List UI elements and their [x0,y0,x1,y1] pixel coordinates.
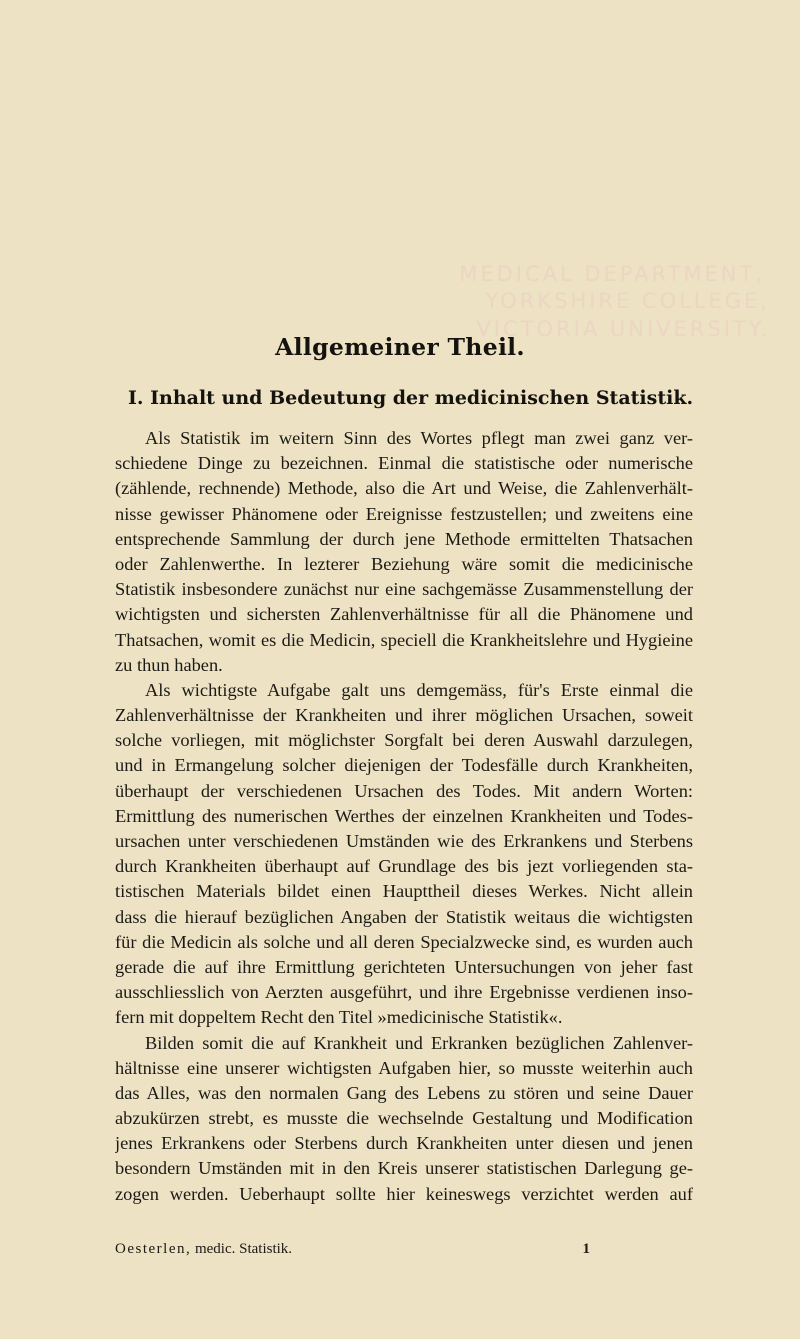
text-line: abzukürzen strebt, es musste die wechselnde Gestaltung und Modification [115,1108,693,1129]
text-line: zogen werden. Ueberhaupt sollte hier keineswegs verzichtet werden auf [115,1183,693,1204]
text-line: hältnisse eine unserer wichtigsten Aufgaben hier, so musste weiterhin auch [115,1057,693,1078]
text-line: Ermittlung des numerischen Werthes der einzelnen Krankheiten und Todes- [115,805,693,826]
text-line: entsprechende Sammlung der durch jene Methode ermittelten Thatsachen [115,528,693,549]
text-line: ausschliesslich von Aerzten ausgeführt, und ihre Ergebnisse verdienen inso- [115,982,693,1003]
text-line: Als wichtigste Aufgabe galt uns demgemäss, für's Erste einmal die [145,679,693,700]
text-line: Zahlenverhältnisse der Krankheiten und ihrer möglichen Ursachen, soweit [115,705,693,726]
text-line: überhaupt der verschiedenen Ursachen des Todes. Mit andern Worten: [115,780,693,801]
text-line: oder Zahlenwerthe. In lezterer Beziehung wäre somit die medicinische [115,553,693,574]
text-line: für die Medicin als solche und all deren Specialzwecke sind, es wurden auch [115,931,693,952]
text-line: wichtigsten und sichersten Zahlenverhältnisse für all die Phänomene und [115,604,693,625]
footer-author: Oesterlen, [115,1241,192,1257]
text-line: dass die hierauf bezüglichen Angaben der Statistik weitaus die wichtigsten [115,906,693,927]
text-line: tistischen Materials bildet einen Haupttheil dieses Werkes. Nicht allein [115,881,693,902]
signature-mark: 1 [582,1241,590,1257]
text-line: besondern Umständen mit in den Kreis unserer statistischen Darlegung ge- [115,1158,693,1179]
text-line: ursachen unter verschiedenen Umständen wie des Erkrankens und Sterbens [115,831,693,851]
footer-reference [115,1241,292,1258]
page-footer [115,1241,590,1261]
text-line: gerade die auf ihre Ermittlung gerichteten Untersuchungen von jeher fast [115,956,693,977]
stamp-line: VICTORIA UNIVERSITY. [476,317,770,341]
text-line: fern mit doppeltem Recht den Titel »medicinische Statistik«. [115,1007,563,1028]
text-line: durch Krankheiten überhaupt auf Grundlage des bis jezt vorliegenden sta- [115,856,693,877]
stamp-line: MEDICAL DEPARTMENT, [459,262,765,286]
text-line: schiedene Dinge zu bezeichnen. Einmal die statistische oder numerische [115,453,693,474]
text-line: solche vorliegen, mit möglichster Sorgfalt bei deren Auswahl darzulegen, [115,730,693,751]
text-line: und in Ermangelung solcher diejenigen der Todesfälle durch Krankheiten, [115,755,693,776]
text-line: Thatsachen, womit es die Medicin, speciell die Krankheitslehre und Hygieine [115,629,693,650]
text-line: jenes Erkrankens oder Sterbens durch Krankheiten unter diesen und jenen [115,1133,693,1154]
footer-title: medic. Statistik. [194,1241,293,1257]
text-line: Statistik insbesondere zunächst nur eine sachgemässe Zusammenstellung der [115,579,693,600]
chapter-title: I. Inhalt und Bedeutung der medicinischen Statistik. [128,387,694,409]
text-line: das Alles, was den normalen Gang des Lebens zu stören und seine Dauer [115,1082,693,1103]
text-line: Als Statistik im weitern Sinn des Wortes pflegt man zwei ganz ver- [145,428,693,448]
stamp-line: YORKSHIRE COLLEGE, [485,289,770,313]
text-line: (zählende, rechnende) Methode, also die Art und Weise, die Zahlenverhält- [115,478,693,499]
text-line: nisse gewisser Phänomene oder Ereignisse festzustellen; und zweitens eine [115,503,693,524]
text-line: Bilden somit die auf Krankheit und Erkranken bezüglichen Zahlenver- [145,1032,693,1053]
body-text [115,426,693,1207]
text-line: zu thun haben. [115,654,223,675]
section-title: Allgemeiner Theil. [275,333,525,361]
